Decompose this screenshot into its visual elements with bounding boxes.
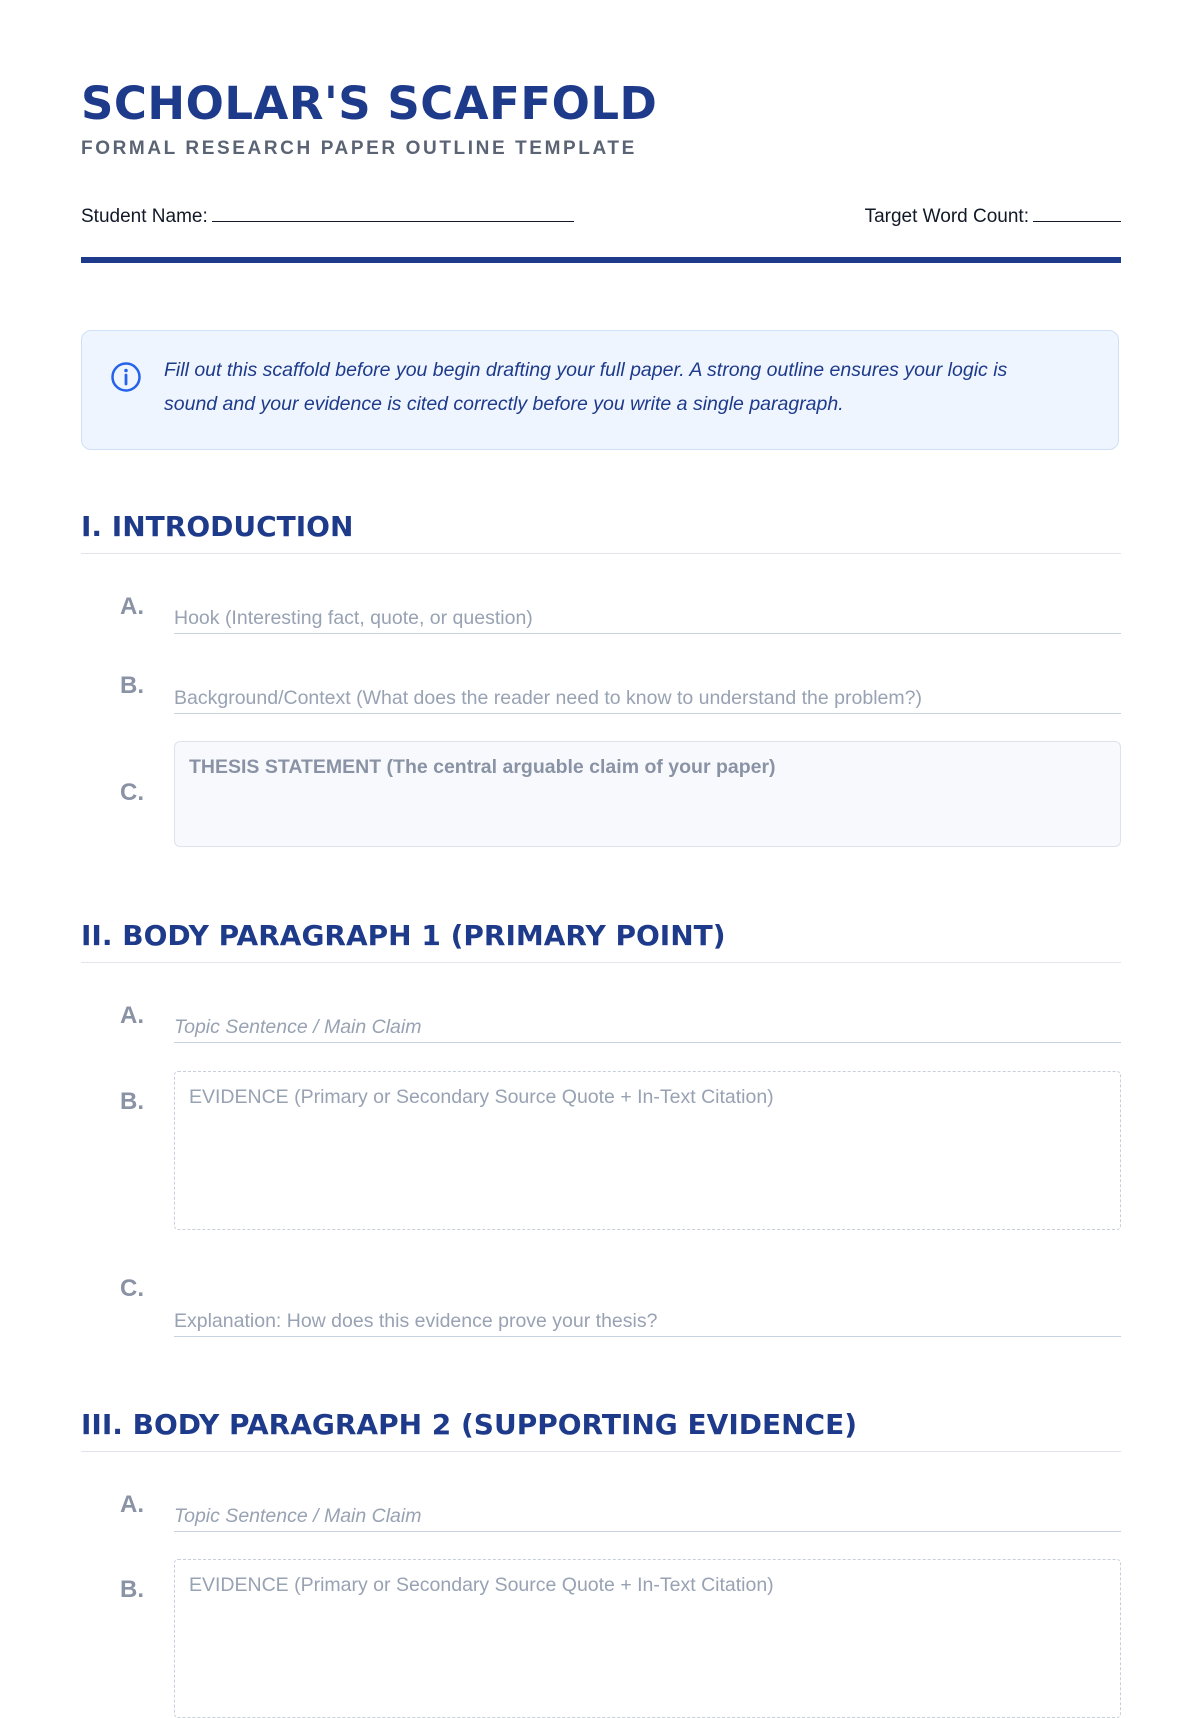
header-divider (81, 257, 1121, 263)
section-divider (81, 962, 1121, 963)
section-heading-body-1: II. BODY PARAGRAPH 1 (PRIMARY POINT) (81, 919, 726, 952)
background-field[interactable] (174, 680, 1121, 714)
item-letter: C. (120, 779, 144, 806)
instructions-callout (81, 330, 1119, 450)
item-letter: A. (120, 593, 144, 620)
hook-placeholder: Hook (Interesting fact, quote, or question) (174, 607, 533, 629)
document-subtitle: FORMAL RESEARCH PAPER OUTLINE TEMPLATE (81, 138, 637, 159)
hook-field[interactable] (174, 600, 1121, 634)
item-letter: C. (120, 1275, 144, 1302)
document-title: SCHOLAR'S SCAFFOLD (81, 77, 658, 130)
background-placeholder: Background/Context (What does the reader need to know to understand the problem?) (174, 687, 922, 709)
item-letter: A. (120, 1002, 144, 1029)
item-letter: B. (120, 1088, 144, 1115)
word-count-blank[interactable] (1033, 207, 1121, 222)
item-letter: B. (120, 672, 144, 699)
thesis-placeholder: THESIS STATEMENT (The central arguable claim of your paper) (189, 756, 776, 778)
evidence-placeholder: EVIDENCE (Primary or Secondary Source Quote + In-Text Citation) (189, 1574, 774, 1596)
instructions-text: Fill out this scaffold before you begin drafting your full paper. A strong outline ensures your logic is sound and your evidence is cited correctly before you write a single paragraph. (164, 359, 1008, 415)
student-meta-row (81, 206, 1121, 230)
section-divider (81, 553, 1121, 554)
topic-sentence-field[interactable] (174, 1009, 1121, 1043)
topic-sentence-placeholder: Topic Sentence / Main Claim (174, 1505, 422, 1527)
evidence-placeholder: EVIDENCE (Primary or Secondary Source Quote + In-Text Citation) (189, 1086, 774, 1108)
section-divider (81, 1451, 1121, 1452)
thesis-statement-box[interactable] (174, 741, 1121, 847)
item-letter: B. (120, 1576, 144, 1603)
topic-sentence-placeholder: Topic Sentence / Main Claim (174, 1016, 422, 1038)
student-name-field[interactable] (81, 206, 574, 228)
topic-sentence-field[interactable] (174, 1498, 1121, 1532)
evidence-box[interactable] (174, 1071, 1121, 1230)
explanation-placeholder: Explanation: How does this evidence prove your thesis? (174, 1310, 658, 1332)
section-heading-body-2: III. BODY PARAGRAPH 2 (SUPPORTING EVIDENCE) (81, 1408, 858, 1441)
section-heading-introduction: I. INTRODUCTION (81, 510, 354, 543)
evidence-box[interactable] (174, 1559, 1121, 1718)
info-circle-icon (110, 361, 142, 393)
word-count-field[interactable] (865, 206, 1121, 228)
student-name-label: Student Name: (81, 206, 208, 227)
student-name-blank[interactable] (212, 207, 574, 222)
explanation-field[interactable] (174, 1303, 1121, 1337)
word-count-label: Target Word Count: (864, 206, 1029, 227)
item-letter: A. (120, 1491, 144, 1518)
